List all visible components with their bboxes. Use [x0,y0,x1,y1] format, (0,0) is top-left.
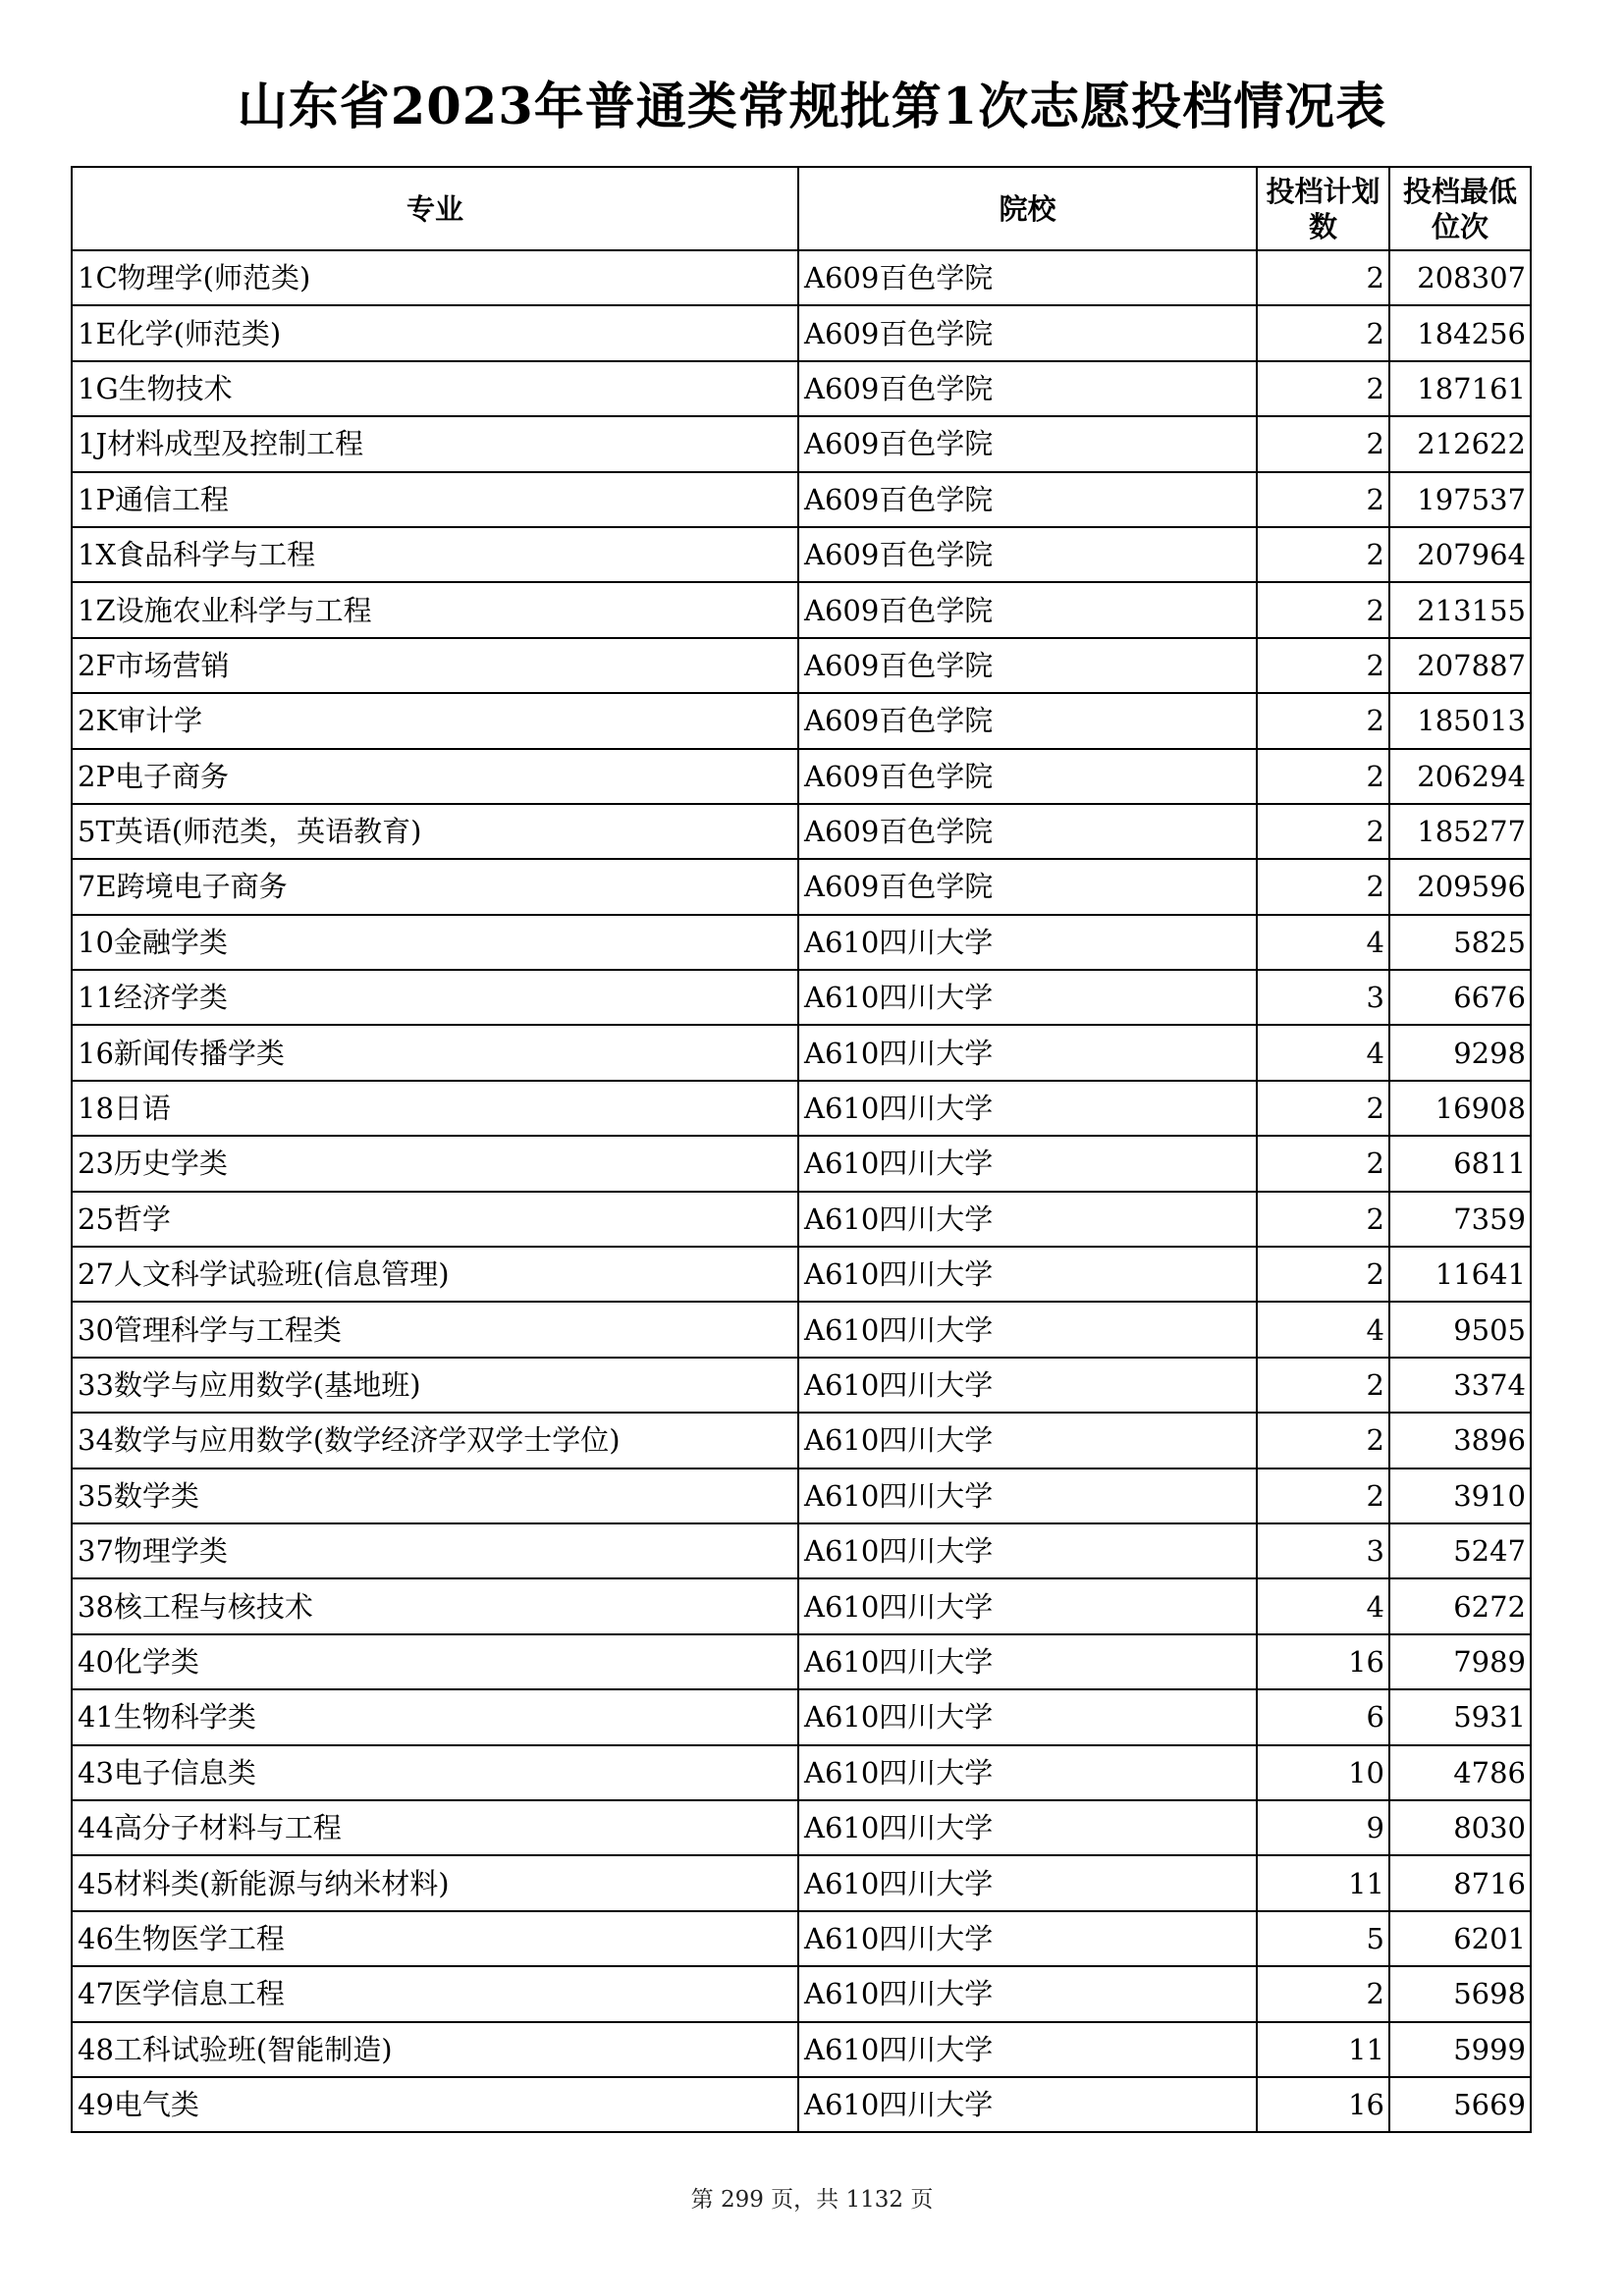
cell-major: 44高分子材料与工程 [72,1800,798,1855]
table-body [72,250,1531,2132]
cell-rank: 212622 [1389,416,1531,471]
table-row [72,2077,1531,2132]
cell-major: 2P电子商务 [72,749,798,804]
cell-major: 7E跨境电子商务 [72,859,798,914]
table-row [72,416,1531,471]
cell-school: A609百色学院 [798,416,1257,471]
cell-school: A610四川大学 [798,1966,1257,2021]
cell-school: A609百色学院 [798,250,1257,305]
cell-rank: 5669 [1389,2077,1531,2132]
cell-plan: 16 [1257,2077,1389,2132]
table-row [72,638,1531,693]
cell-rank: 9298 [1389,1025,1531,1080]
cell-major: 18日语 [72,1081,798,1136]
table-row [72,250,1531,305]
cell-plan: 2 [1257,1247,1389,1302]
cell-rank: 3910 [1389,1468,1531,1523]
cell-school: A609百色学院 [798,472,1257,527]
cell-school: A610四川大学 [798,1081,1257,1136]
cell-plan: 11 [1257,1855,1389,1910]
cell-major: 47医学信息工程 [72,1966,798,2021]
cell-rank: 184256 [1389,305,1531,360]
cell-rank: 16908 [1389,1081,1531,1136]
cell-plan: 2 [1257,250,1389,305]
cell-school: A610四川大学 [798,1800,1257,1855]
cell-major: 30管理科学与工程类 [72,1302,798,1357]
cell-major: 2K审计学 [72,693,798,748]
cell-rank: 8030 [1389,1800,1531,1855]
table-row [72,1911,1531,1966]
cell-school: A610四川大学 [798,1025,1257,1080]
table-row [72,1578,1531,1633]
cell-major: 5T英语(师范类，英语教育) [72,804,798,859]
cell-school: A610四川大学 [798,1468,1257,1523]
table-row [72,1025,1531,1080]
cell-plan: 9 [1257,1800,1389,1855]
cell-school: A609百色学院 [798,305,1257,360]
table-row [72,1358,1531,1413]
cell-rank: 208307 [1389,250,1531,305]
cell-plan: 2 [1257,1358,1389,1413]
table-row [72,1468,1531,1523]
cell-school: A609百色学院 [798,693,1257,748]
cell-rank: 5247 [1389,1523,1531,1578]
cell-plan: 4 [1257,1302,1389,1357]
cell-rank: 8716 [1389,1855,1531,1910]
cell-plan: 10 [1257,1745,1389,1800]
cell-rank: 9505 [1389,1302,1531,1357]
cell-plan: 2 [1257,1192,1389,1247]
cell-school: A610四川大学 [798,1745,1257,1800]
cell-plan: 11 [1257,2022,1389,2077]
cell-major: 37物理学类 [72,1523,798,1578]
cell-school: A610四川大学 [798,1911,1257,1966]
table-row [72,1302,1531,1357]
cell-plan: 2 [1257,1136,1389,1191]
table-row [72,1966,1531,2021]
table-row [72,804,1531,859]
cell-rank: 207964 [1389,527,1531,582]
cell-rank: 6811 [1389,1136,1531,1191]
cell-plan: 2 [1257,693,1389,748]
cell-rank: 7989 [1389,1634,1531,1689]
cell-major: 33数学与应用数学(基地班) [72,1358,798,1413]
cell-plan: 6 [1257,1689,1389,1744]
cell-plan: 2 [1257,638,1389,693]
cell-plan: 16 [1257,1634,1389,1689]
cell-plan: 2 [1257,1413,1389,1468]
cell-major: 40化学类 [72,1634,798,1689]
cell-school: A610四川大学 [798,1358,1257,1413]
cell-plan: 2 [1257,305,1389,360]
table-row [72,1634,1531,1689]
table-row [72,472,1531,527]
table-row [72,915,1531,970]
cell-major: 1C物理学(师范类) [72,250,798,305]
cell-plan: 2 [1257,1081,1389,1136]
header-plan: 投档计划数 [1257,167,1389,250]
cell-school: A609百色学院 [798,638,1257,693]
table-row [72,1192,1531,1247]
cell-school: A610四川大学 [798,1689,1257,1744]
table-row [72,1689,1531,1744]
table-row [72,1800,1531,1855]
cell-school: A610四川大学 [798,1136,1257,1191]
table-row [72,749,1531,804]
table-row [72,1081,1531,1136]
cell-major: 2F市场营销 [72,638,798,693]
cell-plan: 2 [1257,361,1389,416]
table-row [72,1523,1531,1578]
cell-major: 34数学与应用数学(数学经济学双学士学位) [72,1413,798,1468]
cell-plan: 3 [1257,970,1389,1025]
cell-plan: 2 [1257,416,1389,471]
cell-plan: 3 [1257,1523,1389,1578]
cell-school: A609百色学院 [798,749,1257,804]
header-school: 院校 [798,167,1257,250]
cell-rank: 4786 [1389,1745,1531,1800]
header-major: 专业 [72,167,798,250]
cell-rank: 5825 [1389,915,1531,970]
table-header-row [72,167,1531,250]
cell-major: 38核工程与核技术 [72,1578,798,1633]
cell-school: A610四川大学 [798,1523,1257,1578]
cell-rank: 3896 [1389,1413,1531,1468]
cell-rank: 185013 [1389,693,1531,748]
cell-school: A610四川大学 [798,1413,1257,1468]
table-row [72,582,1531,637]
cell-rank: 213155 [1389,582,1531,637]
cell-rank: 6272 [1389,1578,1531,1633]
cell-school: A610四川大学 [798,1855,1257,1910]
table-row [72,1136,1531,1191]
cell-school: A610四川大学 [798,970,1257,1025]
admission-table [71,166,1532,2133]
cell-plan: 2 [1257,1966,1389,2021]
cell-major: 49电气类 [72,2077,798,2132]
header-rank: 投档最低位次 [1389,167,1531,250]
cell-plan: 2 [1257,527,1389,582]
cell-major: 45材料类(新能源与纳米材料) [72,1855,798,1910]
table-row [72,1413,1531,1468]
cell-plan: 2 [1257,859,1389,914]
cell-plan: 4 [1257,1025,1389,1080]
cell-major: 16新闻传播学类 [72,1025,798,1080]
cell-school: A610四川大学 [798,1302,1257,1357]
cell-school: A609百色学院 [798,361,1257,416]
cell-rank: 3374 [1389,1358,1531,1413]
cell-school: A610四川大学 [798,1192,1257,1247]
cell-school: A610四川大学 [798,1634,1257,1689]
cell-rank: 209596 [1389,859,1531,914]
cell-major: 46生物医学工程 [72,1911,798,1966]
table-row [72,1855,1531,1910]
cell-school: A609百色学院 [798,527,1257,582]
cell-plan: 5 [1257,1911,1389,1966]
cell-school: A609百色学院 [798,859,1257,914]
cell-major: 43电子信息类 [72,1745,798,1800]
cell-school: A609百色学院 [798,804,1257,859]
table-row [72,693,1531,748]
cell-rank: 5931 [1389,1689,1531,1744]
cell-major: 1J材料成型及控制工程 [72,416,798,471]
cell-major: 1P通信工程 [72,472,798,527]
table-row [72,859,1531,914]
cell-major: 11经济学类 [72,970,798,1025]
cell-major: 1G生物技术 [72,361,798,416]
cell-rank: 6676 [1389,970,1531,1025]
cell-rank: 5999 [1389,2022,1531,2077]
table-row [72,305,1531,360]
cell-plan: 2 [1257,472,1389,527]
cell-major: 27人文科学试验班(信息管理) [72,1247,798,1302]
cell-major: 25哲学 [72,1192,798,1247]
table-row [72,2022,1531,2077]
cell-school: A610四川大学 [798,915,1257,970]
cell-rank: 185277 [1389,804,1531,859]
cell-major: 1X食品科学与工程 [72,527,798,582]
cell-major: 10金融学类 [72,915,798,970]
cell-school: A610四川大学 [798,2022,1257,2077]
cell-rank: 6201 [1389,1911,1531,1966]
cell-rank: 206294 [1389,749,1531,804]
cell-rank: 197537 [1389,472,1531,527]
cell-rank: 5698 [1389,1966,1531,2021]
cell-school: A609百色学院 [798,582,1257,637]
table-row [72,361,1531,416]
table-row [72,1247,1531,1302]
cell-rank: 207887 [1389,638,1531,693]
cell-plan: 2 [1257,582,1389,637]
table-row [72,527,1531,582]
cell-rank: 11641 [1389,1247,1531,1302]
table-row [72,1745,1531,1800]
page-footer: 第 299 页，共 1132 页 [690,2187,934,2213]
cell-major: 48工科试验班(智能制造) [72,2022,798,2077]
cell-rank: 7359 [1389,1192,1531,1247]
table-row [72,970,1531,1025]
cell-plan: 2 [1257,1468,1389,1523]
cell-major: 35数学类 [72,1468,798,1523]
cell-rank: 187161 [1389,361,1531,416]
cell-plan: 2 [1257,804,1389,859]
cell-school: A610四川大学 [798,1247,1257,1302]
cell-major: 41生物科学类 [72,1689,798,1744]
page-title: 山东省2023年普通类常规批第1次志愿投档情况表 [237,78,1387,136]
cell-school: A610四川大学 [798,1578,1257,1633]
cell-major: 1E化学(师范类) [72,305,798,360]
cell-major: 1Z设施农业科学与工程 [72,582,798,637]
cell-major: 23历史学类 [72,1136,798,1191]
cell-school: A610四川大学 [798,2077,1257,2132]
cell-plan: 2 [1257,749,1389,804]
cell-plan: 4 [1257,1578,1389,1633]
cell-plan: 4 [1257,915,1389,970]
